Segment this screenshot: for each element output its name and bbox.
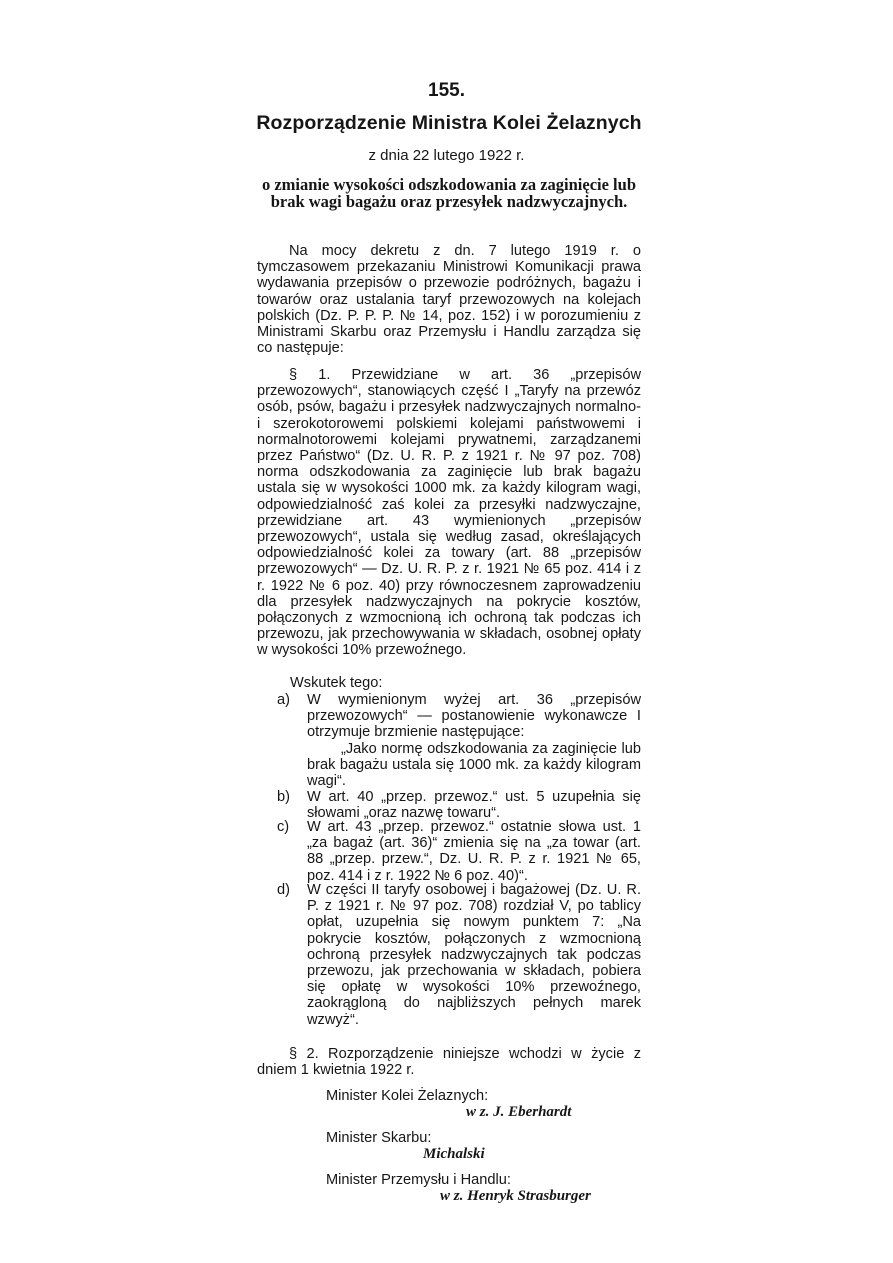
item-a-quote: „Jako normę odszkodowania za zaginięcie lub brak bagażu ustala się 1000 mk. za każdy kilogram wagi“. [307, 740, 641, 790]
item-c [277, 819, 641, 884]
item-c-text: W art. 43 „przep. przewoz.“ ostatnie słowa ust. 1 „za bagaż (art. 36)“ zmienia się na „za towar (art. 88 „przep. przew.“, Dz. U. R. P. z r. 1921 № 65, poz. 414 i z r. 1922 № 6 poz. 40)“. [307, 819, 641, 884]
section-2-paragraph: § 2. Rozporządzenie niniejsze wchodzi w życie z dniem 1 kwietnia 1922 r. [257, 1046, 641, 1079]
item-d-letter: d) [277, 882, 290, 898]
signature-industry-title: Minister Przemysłu i Handlu: [326, 1172, 511, 1188]
item-a [277, 692, 641, 789]
item-b-letter: b) [277, 789, 290, 805]
preamble-paragraph: Na mocy dekretu z dn. 7 lutego 1919 r. o tymczasowem przekazaniu Ministrowi Komunikacji prawa wydawania przepisów o przewozie podróżnych, bagażu i towarów oraz ustalania taryf przewozowych na kolejach polskich (Dz. P. P. P. № 14, poz. 152) i w porozumieniu z Ministrami Skarbu oraz Przemysłu i Handlu zarządza się co następuje: [257, 243, 641, 357]
item-c-letter: c) [277, 819, 290, 835]
document-number: 155. [428, 80, 465, 101]
signature-industry-name: w z. Henryk Strasburger [440, 1188, 591, 1204]
document-title: Rozporządzenie Ministra Kolei Żelaznych [256, 112, 642, 134]
document-subject: o zmianie wysokości odszkodowania za zaginięcie lub brak wagi bagażu oraz przesyłek nadzwyczajnych. [261, 175, 636, 211]
item-b [277, 789, 641, 821]
signature-treasury-name: Michalski [423, 1146, 485, 1162]
item-d-text: W części II taryfy osobowej i bagażowej (Dz. U. R. P. z 1921 r. № 97 poz. 708) rozdział V, po tablicy opłat, uzupełnia się nowym punktem 7: „Na pokrycie kosztów, połączonych z wzmocnioną ochroną przesyłek nadzwyczajnych tak podczas przewozu, jak przechowania w składach, pobiera się opłatę w wysokości 10% przewoźnego, zaokrągloną do najbliższych pełnych marek wzwyż“. [307, 882, 641, 1028]
signature-treasury-title: Minister Skarbu: [326, 1130, 432, 1146]
section-1-paragraph: § 1. Przewidziane w art. 36 „przepisów przewozowych“, stanowiących część I „Taryfy na przewóz osób, psów, bagażu i przesyłek nadzwyczajnych normalno- i szerokotorowemi polskiemi kolejami państwowemi i normalnotorowemi kolejami prywatnemi, zarządzanemi przez Państwo“ (Dz. U. R. P. z 1921 r. № 97 poz. 708) norma odszkodowania za zaginięcie lub brak bagażu ustala się w wysokości 1000 mk. za każdy kilogram wagi, odpowiedzialność zaś kolei za przesyłki nadzwyczajne, przewidziane art. 43 wymienionych „przepisów przewozowych“, ustala się według zasad, określających odpowiedzialność kolei za towary (art. 88 „przepisów przewozowych“ — Dz. U. R. P. z r. 1921 № 65 poz. 414 i z r. 1922 № 6 poz. 40) przy równoczesnem zaprowadzeniu dla przesyłek nadzwyczajnych na pokrycie kosztów, połączonych z wzmocnioną ich ochroną tak podczas ich przewozu, jak przechowywania w składach, osobnej opłaty w wysokości 10% przewoźnego. [257, 367, 641, 659]
signature-railways-title: Minister Kolei Żelaznych: [326, 1088, 489, 1104]
signature-railways-name: w z. J. Eberhardt [466, 1104, 572, 1120]
item-d [277, 882, 641, 1028]
consequence-label: Wskutek tego: [290, 675, 383, 691]
document-date: z dnia 22 lutego 1922 r. [368, 147, 525, 164]
item-a-text: W wymienionym wyżej art. 36 „przepisów przewozowych“ — postanowienie wykonawcze I otrzymuje brzmienie następujące: [307, 692, 641, 741]
item-b-text: W art. 40 „przep. przewoz.“ ust. 5 uzupełnia się słowami „oraz nazwę towaru“. [307, 789, 641, 822]
item-a-letter: a) [277, 692, 290, 708]
